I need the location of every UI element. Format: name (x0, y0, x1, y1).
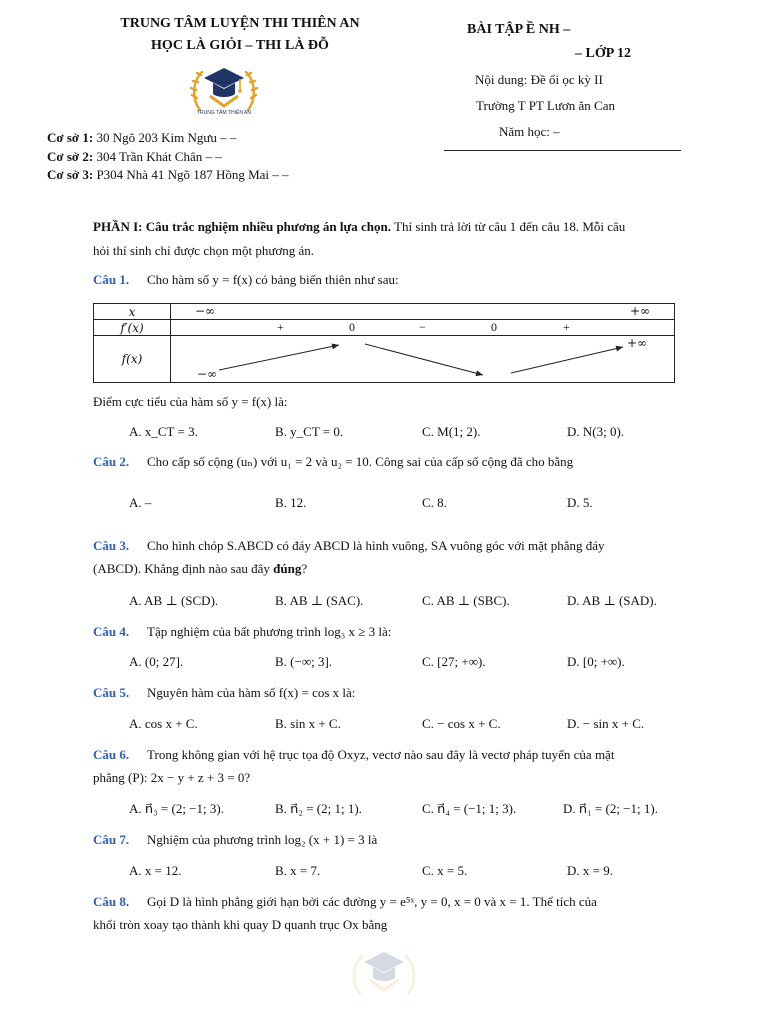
q1-option-d[interactable]: D. N(3; 0). (567, 424, 625, 439)
q7-option-a[interactable]: A. x = 12. (129, 863, 182, 878)
variation-arrows (171, 336, 676, 383)
question-5-label: Câu 5. (93, 685, 130, 700)
q3-option-a[interactable]: A. AB ⊥ (SCD). (129, 593, 219, 608)
table-row-fp: f′(x) (120, 320, 144, 335)
q6-option-d[interactable]: D. n⃗₁ = (2; −1; 1). (563, 801, 658, 816)
question-4-text: Tập nghiệm của bất phương trình log₃ x ≥ 3 là: (147, 624, 392, 639)
question-7-text: Nghiệm của phương trình log₂ (x + 1) = 3 là (147, 832, 378, 847)
q5-option-c[interactable]: C. − cos x + C. (422, 716, 501, 731)
sign-5: + (563, 320, 570, 334)
q5-option-d[interactable]: D. − sin x + C. (567, 716, 645, 731)
q5-option-a[interactable]: A. cos x + C. (129, 716, 198, 731)
q7-option-b[interactable]: B. x = 7. (275, 863, 321, 878)
question-2-label: Câu 2. (93, 454, 130, 469)
branch-3: Cơ sở 3: P304 Nhà 41 Ngõ 187 Hồng Mai – – (47, 167, 289, 182)
q7-option-c[interactable]: C. x = 5. (422, 863, 468, 878)
logo (186, 60, 262, 124)
x-left: −∞ (195, 304, 216, 318)
q2-option-d[interactable]: D. 5. (567, 495, 593, 510)
question-8-text-1: Gọi D là hình phẳng giới hạn bởi các đường y = e⁵ˣ, y = 0, x = 0 và x = 1. Thể tích của (147, 894, 597, 909)
question-6-label: Câu 6. (93, 747, 130, 762)
question-2-text: Cho cấp số cộng (uₙ) với u₁ = 2 và u₂ = 10. Công sai của cấp số cộng đã cho bằng (147, 454, 574, 469)
slogan: HỌC LÀ GIỎI – THI LÀ ĐỖ (151, 38, 329, 53)
branch-2: Cơ sở 2: 304 Trần Khát Chân – – (47, 149, 222, 164)
grade: – LỚP 12 (575, 46, 632, 61)
q1-option-c[interactable]: C. M(1; 2). (422, 424, 481, 439)
watermark-logo (346, 944, 422, 1008)
table-row-f: f(x) (121, 352, 143, 366)
center-name: TRUNG TÂM LUYỆN THI THIÊN AN (120, 16, 360, 31)
f-left: −∞ (197, 367, 218, 381)
q4-option-c[interactable]: C. [27; +∞). (422, 654, 486, 669)
q2-option-b[interactable]: B. 12. (275, 495, 307, 510)
question-1-label: Câu 1. (93, 272, 130, 287)
x-right: +∞ (629, 304, 650, 318)
question-8-text-2: khối tròn xoay tạo thành khi quay D quanh trục Ox bằng (93, 917, 388, 932)
logo-caption: TRUNG TÂM THIÊN AN (197, 110, 251, 116)
q1-option-a[interactable]: A. x_CT = 3. (129, 424, 198, 439)
question-3-label: Câu 3. (93, 538, 130, 553)
question-7-label: Câu 7. (93, 832, 130, 847)
part1-line2: hỏi thí sinh chỉ được chọn một phương án. (93, 243, 315, 258)
q3-option-b[interactable]: B. AB ⊥ (SAC). (275, 593, 364, 608)
q5-option-b[interactable]: B. sin x + C. (275, 716, 341, 731)
branch-1: Cơ sở 1: 30 Ngõ 203 Kim Ngưu – – (47, 130, 237, 145)
q6-option-a[interactable]: A. n⃗₃ = (2; −1; 3). (129, 801, 224, 816)
q6-option-c[interactable]: C. n⃗₄ = (−1; 1; 3). (422, 801, 517, 816)
question-3-text-2: (ABCD). Khẳng định nào sau đây đúng? (93, 561, 308, 576)
q4-option-d[interactable]: D. [0; +∞). (567, 654, 625, 669)
part1-line1: PHẦN I: Câu trắc nghiệm nhiều phương án lựa chọn. Thí sinh trả lời từ câu 1 đến câu 18. Mỗi câu (93, 219, 626, 234)
sign-3: − (419, 320, 426, 334)
f-right: +∞ (627, 336, 648, 350)
sign-4: 0 (491, 320, 497, 334)
q2-option-a[interactable]: A. – (129, 495, 152, 510)
q6-option-b[interactable]: B. n⃗₂ = (2; 1; 1). (275, 801, 362, 816)
question-8-label: Câu 8. (93, 894, 130, 909)
year-line: Năm học: – (499, 124, 560, 139)
question-3-text-1: Cho hình chóp S.ABCD có đáy ABCD là hình vuông, SA vuông góc với mặt phẳng đáy (147, 538, 605, 553)
header-divider (444, 150, 681, 151)
q2-option-c[interactable]: C. 8. (422, 495, 447, 510)
sign-1: + (277, 320, 284, 334)
school-line: Trường T PT Lươn ăn Can (476, 98, 615, 113)
q3-option-d[interactable]: D. AB ⊥ (SAD). (567, 593, 657, 608)
question-1-text: Cho hàm số y = f(x) có bảng biến thiên như sau: (147, 272, 399, 287)
content-line: Nội dung: Đề ối ọc kỳ II (475, 72, 603, 87)
exercise-title: BÀI TẬP Ề NH – (467, 22, 571, 37)
question-6-text-1: Trong không gian với hệ trục tọa độ Oxyz, vectơ nào sau đây là vectơ pháp tuyến của mặt (147, 747, 615, 762)
question-5-text: Nguyên hàm của hàm số f(x) = cos x là: (147, 685, 356, 700)
q3-option-c[interactable]: C. AB ⊥ (SBC). (422, 593, 510, 608)
question-1-followup: Điểm cực tiểu của hàm số y = f(x) là: (93, 394, 288, 409)
sign-2: 0 (349, 320, 355, 334)
variation-table (93, 303, 675, 383)
table-row-x: x (128, 304, 136, 319)
q7-option-d[interactable]: D. x = 9. (567, 863, 613, 878)
question-6-text-2: phẳng (P): 2x − y + z + 3 = 0? (93, 770, 251, 785)
q1-option-b[interactable]: B. y_CT = 0. (275, 424, 344, 439)
q4-option-a[interactable]: A. (0; 27]. (129, 654, 184, 669)
question-4-label: Câu 4. (93, 624, 130, 639)
q4-option-b[interactable]: B. (−∞; 3]. (275, 654, 333, 669)
